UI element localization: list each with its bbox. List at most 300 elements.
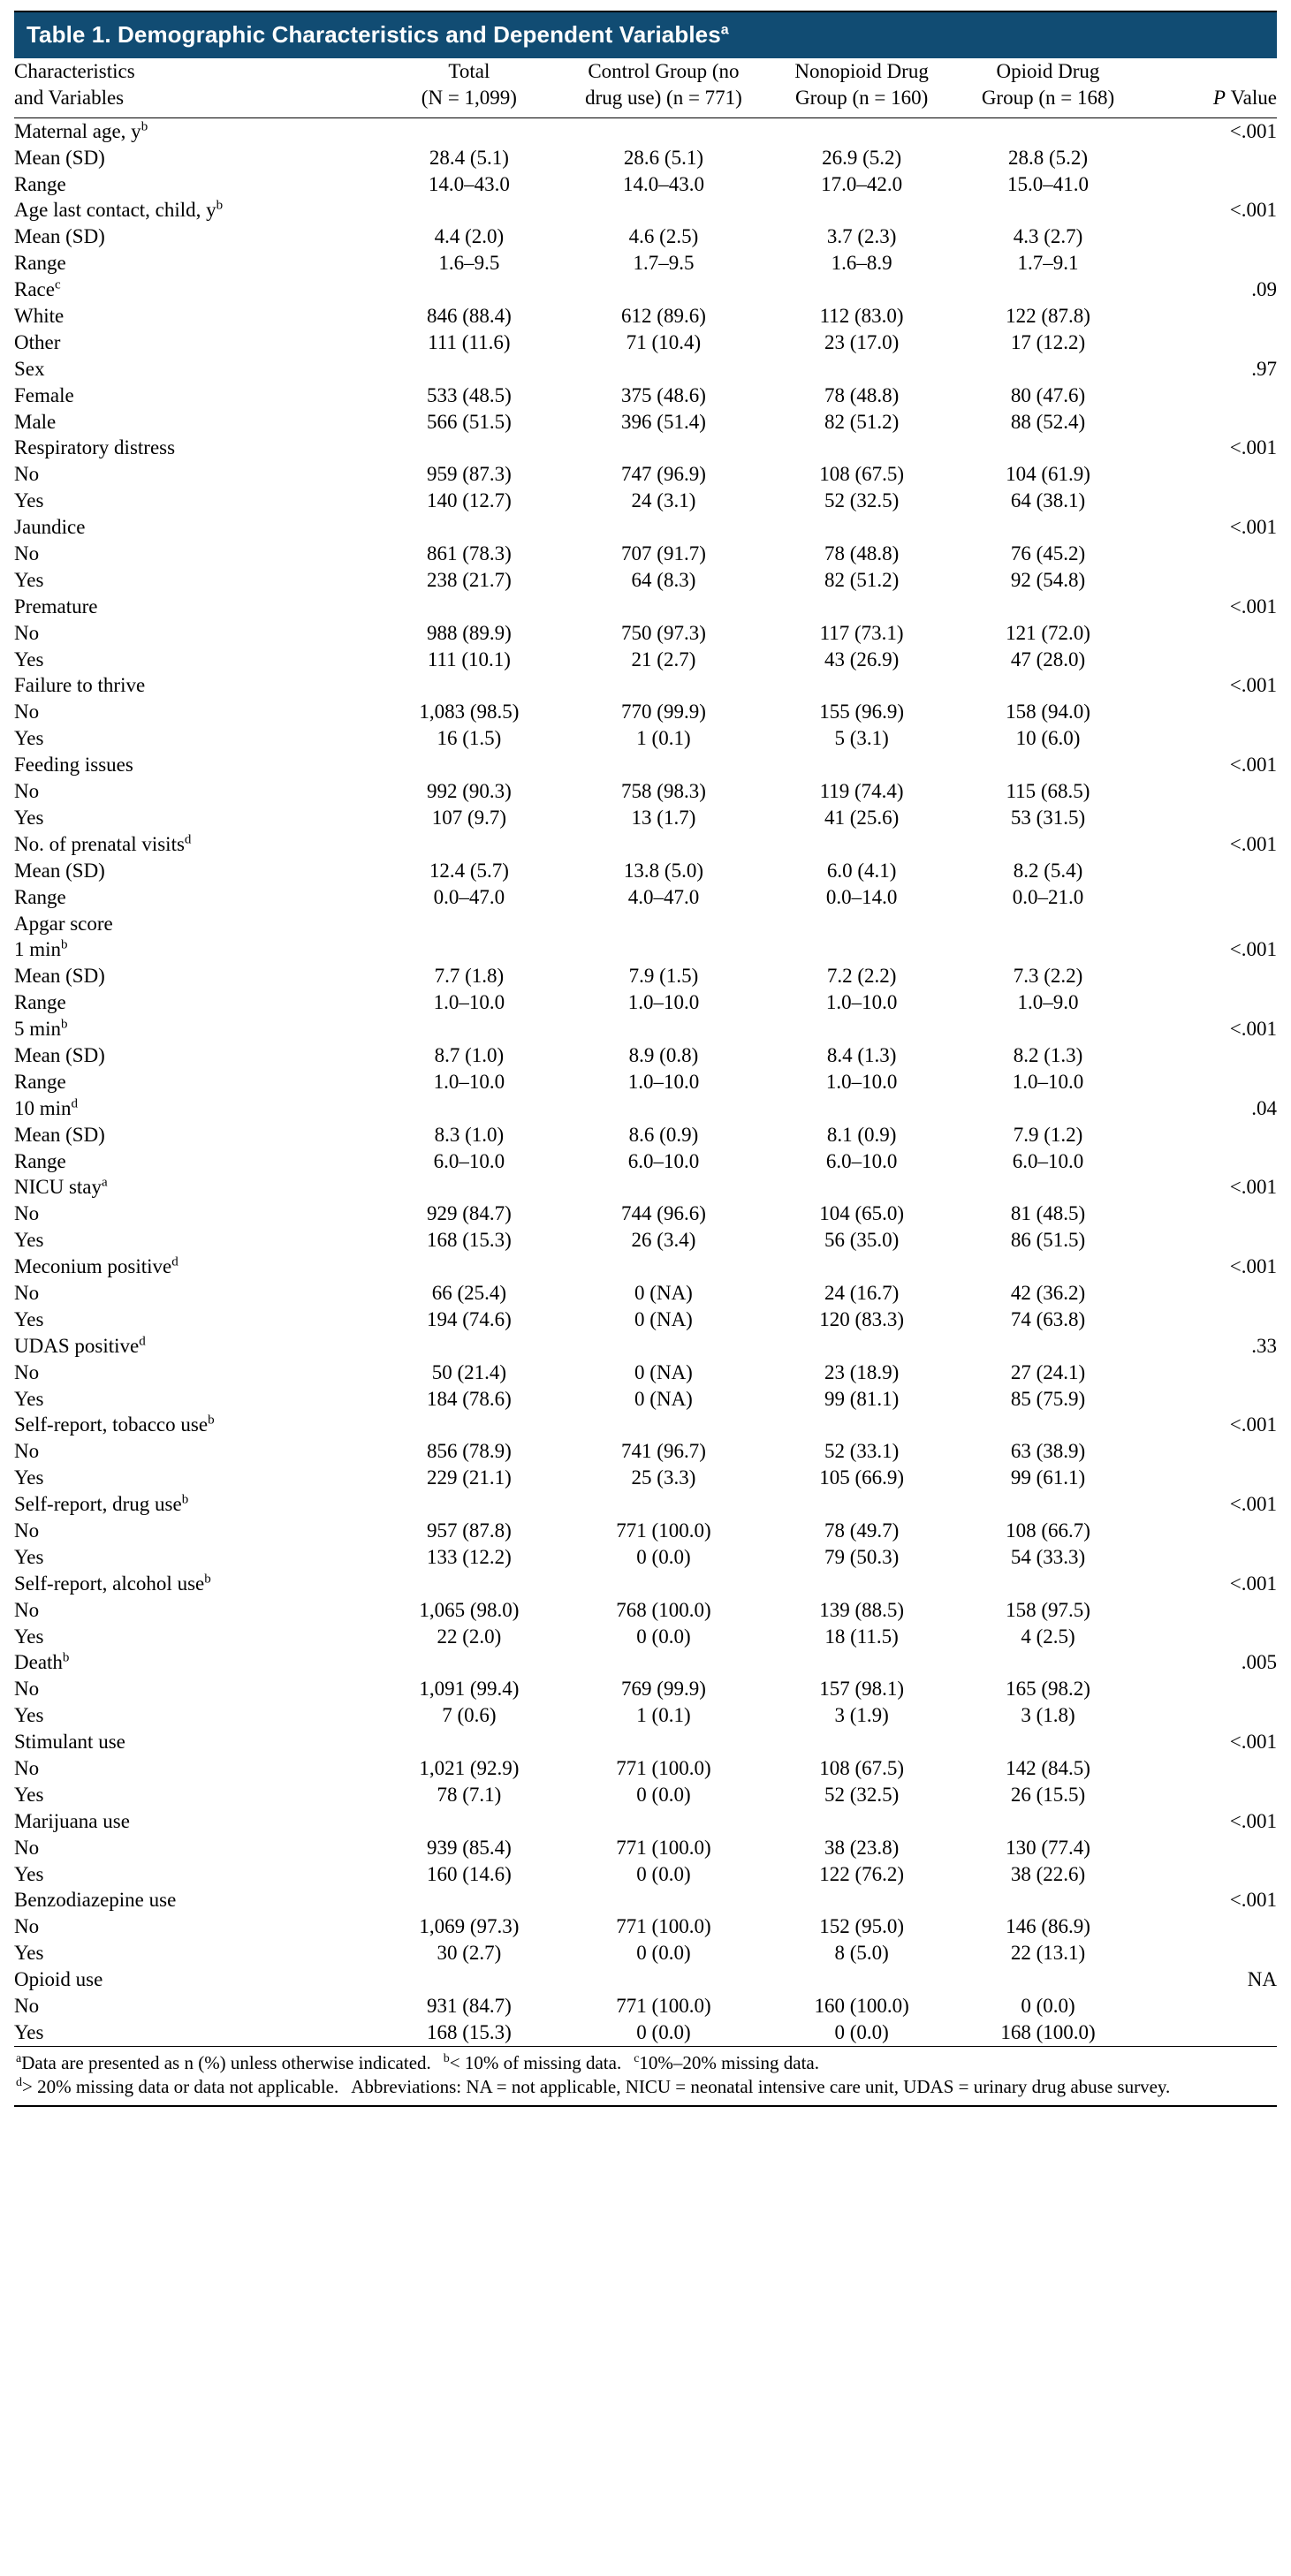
cell-control: 4.0–47.0 bbox=[627, 885, 700, 908]
header-opioid-line2: Group (n = 168) bbox=[981, 86, 1115, 109]
table-row bbox=[14, 1333, 1277, 1360]
row-label-text: Yes bbox=[14, 806, 44, 829]
table-row bbox=[14, 1702, 1277, 1729]
row-label-text: No bbox=[14, 1678, 40, 1701]
cell-opioid bbox=[955, 356, 1142, 383]
row-label-text: Range bbox=[14, 885, 66, 908]
row-label bbox=[14, 1201, 380, 1227]
cell-control bbox=[558, 1412, 768, 1438]
cell-total: 929 (84.7) bbox=[426, 1202, 512, 1225]
cell-total: 846 (88.4) bbox=[426, 305, 512, 328]
cell-p-value bbox=[1141, 1544, 1277, 1571]
row-label bbox=[14, 1729, 380, 1755]
table-row bbox=[14, 1280, 1277, 1307]
row-label bbox=[14, 1465, 380, 1491]
cell-nonopioid bbox=[769, 1729, 955, 1755]
row-footnote-marker: d bbox=[171, 1254, 178, 1269]
row-label-text: Mean (SD) bbox=[14, 146, 105, 169]
table-row bbox=[14, 752, 1277, 778]
cell-total bbox=[380, 514, 559, 541]
cell-opioid: 1.0–9.0 bbox=[1017, 991, 1079, 1014]
row-label-text: UDAS positive bbox=[14, 1334, 140, 1357]
cell-opioid: 85 (75.9) bbox=[1010, 1387, 1086, 1410]
cell-p-value bbox=[1141, 1465, 1277, 1491]
cell-control bbox=[558, 1095, 768, 1122]
row-label-text: Range bbox=[14, 991, 66, 1014]
row-label-text: Stimulant use bbox=[14, 1731, 125, 1754]
table-row bbox=[14, 672, 1277, 699]
row-label-text: Premature bbox=[14, 595, 98, 617]
header-p-italic: P bbox=[1212, 86, 1226, 109]
table-row bbox=[14, 1966, 1277, 1993]
cell-control bbox=[558, 1649, 768, 1676]
row-label bbox=[14, 1148, 380, 1175]
cell-control bbox=[558, 1887, 768, 1913]
cell-nonopioid bbox=[769, 1016, 955, 1042]
cell-opioid bbox=[955, 1571, 1142, 1597]
cell-control bbox=[558, 514, 768, 541]
cell-nonopioid bbox=[769, 1254, 955, 1280]
cell-control: 0 (NA) bbox=[634, 1360, 693, 1383]
cell-opioid bbox=[955, 1333, 1142, 1360]
cell-opioid bbox=[955, 1649, 1142, 1676]
row-footnote-marker: b bbox=[181, 1492, 189, 1507]
cell-total: 1.0–10.0 bbox=[433, 1070, 505, 1093]
cell-nonopioid bbox=[769, 1571, 955, 1597]
table-row bbox=[14, 1544, 1277, 1571]
cell-p-value: <.001 bbox=[1229, 1889, 1277, 1912]
table-row bbox=[14, 1438, 1277, 1465]
cell-control: 0 (0.0) bbox=[636, 1862, 691, 1885]
cell-opioid bbox=[955, 1412, 1142, 1438]
cell-control: 0 (NA) bbox=[634, 1281, 693, 1304]
cell-control: 1.0–10.0 bbox=[627, 991, 700, 1014]
cell-control: 0 (NA) bbox=[634, 1307, 693, 1330]
cell-control: 0 (NA) bbox=[634, 1387, 693, 1410]
cell-opioid bbox=[955, 435, 1142, 461]
header-nonopioid-group bbox=[769, 58, 955, 117]
cell-nonopioid: 6.0 (4.1) bbox=[826, 859, 897, 882]
row-label-text: No bbox=[14, 1360, 40, 1383]
cell-nonopioid: 99 (81.1) bbox=[824, 1387, 900, 1410]
cell-total: 168 (15.3) bbox=[426, 1229, 512, 1252]
cell-nonopioid: 160 (100.0) bbox=[814, 1995, 909, 2018]
table-row bbox=[14, 594, 1277, 620]
table-row bbox=[14, 858, 1277, 884]
footnote-abbreviations: Abbreviations: NA = not applicable, NICU = neonatal intensive care unit, UDAS = urinary drug abuse survey. bbox=[351, 2075, 1171, 2097]
cell-opioid bbox=[955, 672, 1142, 699]
cell-opioid bbox=[955, 1808, 1142, 1835]
cell-opioid: 10 (6.0) bbox=[1015, 727, 1081, 750]
cell-nonopioid: 52 (32.5) bbox=[824, 1783, 900, 1806]
cell-control: 25 (3.3) bbox=[631, 1466, 696, 1489]
cell-opioid bbox=[955, 1174, 1142, 1201]
row-label-text: Self-report, drug use bbox=[14, 1493, 182, 1516]
cell-nonopioid bbox=[769, 1808, 955, 1835]
cell-control: 747 (96.9) bbox=[621, 463, 706, 486]
cell-nonopioid: 8.4 (1.3) bbox=[826, 1043, 897, 1066]
cell-opioid: 92 (54.8) bbox=[1010, 568, 1086, 591]
cell-p-value bbox=[1141, 330, 1277, 356]
cell-total: 229 (21.1) bbox=[426, 1466, 512, 1489]
row-label bbox=[14, 224, 380, 250]
cell-p-value bbox=[1141, 620, 1277, 647]
cell-control: 1.0–10.0 bbox=[627, 1070, 700, 1093]
cell-control bbox=[558, 594, 768, 620]
table-row bbox=[14, 963, 1277, 989]
cell-control: 1.7–9.5 bbox=[633, 252, 695, 275]
cell-opioid: 115 (68.5) bbox=[1006, 780, 1090, 803]
table-row bbox=[14, 1887, 1277, 1913]
row-label-text: No bbox=[14, 780, 40, 803]
row-label-text: No bbox=[14, 1281, 40, 1304]
cell-control: 21 (2.7) bbox=[631, 648, 696, 671]
table-row bbox=[14, 1307, 1277, 1333]
cell-control bbox=[558, 1174, 768, 1201]
row-footnote-marker: d bbox=[139, 1334, 146, 1349]
row-label bbox=[14, 1624, 380, 1650]
cell-nonopioid bbox=[769, 1649, 955, 1676]
row-footnote-marker: b bbox=[61, 1017, 68, 1032]
table-head bbox=[14, 58, 1277, 117]
row-label bbox=[14, 1940, 380, 1966]
row-label-text: Yes bbox=[14, 2020, 44, 2043]
footnote-marker-c: c bbox=[634, 2051, 640, 2065]
cell-p-value bbox=[1141, 1518, 1277, 1544]
cell-total: 1,083 (98.5) bbox=[419, 701, 520, 724]
cell-opioid: 80 (47.6) bbox=[1010, 383, 1086, 406]
cell-nonopioid bbox=[769, 936, 955, 963]
cell-control bbox=[558, 1729, 768, 1755]
cell-total: 566 (51.5) bbox=[426, 410, 512, 433]
row-label bbox=[14, 197, 380, 224]
cell-nonopioid: 56 (35.0) bbox=[824, 1229, 900, 1252]
row-label bbox=[14, 1227, 380, 1254]
table-row bbox=[14, 541, 1277, 567]
row-label-text: No bbox=[14, 1915, 40, 1938]
cell-total: 22 (2.0) bbox=[437, 1625, 502, 1648]
table-row bbox=[14, 1861, 1277, 1888]
row-footnote-marker: d bbox=[184, 832, 192, 847]
row-footnote-marker: b bbox=[208, 1413, 215, 1428]
cell-opioid: 17 (12.2) bbox=[1010, 330, 1086, 353]
table-row bbox=[14, 356, 1277, 383]
cell-opioid bbox=[955, 277, 1142, 303]
cell-p-value: <.001 bbox=[1229, 1493, 1277, 1516]
cell-opioid: 99 (61.1) bbox=[1010, 1466, 1086, 1489]
row-label bbox=[14, 725, 380, 752]
cell-opioid: 108 (66.7) bbox=[1006, 1519, 1090, 1542]
table-row bbox=[14, 1016, 1277, 1042]
cell-p-value: <.001 bbox=[1229, 1176, 1277, 1199]
row-label bbox=[14, 1835, 380, 1861]
cell-total bbox=[380, 1016, 559, 1042]
table-row bbox=[14, 1465, 1277, 1491]
cell-total: 959 (87.3) bbox=[426, 463, 512, 486]
table-row bbox=[14, 1518, 1277, 1544]
footnote-text-c: 10%–20% missing data. bbox=[639, 2051, 819, 2073]
cell-p-value: <.001 bbox=[1229, 1255, 1277, 1278]
cell-total: 28.4 (5.1) bbox=[429, 146, 509, 169]
header-characteristics bbox=[14, 58, 380, 117]
cell-control bbox=[558, 752, 768, 778]
row-footnote-marker: b bbox=[61, 937, 68, 952]
cell-nonopioid bbox=[769, 435, 955, 461]
cell-control: 28.6 (5.1) bbox=[623, 146, 703, 169]
cell-opioid: 1.0–10.0 bbox=[1012, 1070, 1084, 1093]
row-label bbox=[14, 594, 380, 620]
cell-opioid: 53 (31.5) bbox=[1010, 806, 1086, 829]
cell-nonopioid bbox=[769, 117, 955, 144]
footnote-text-b: < 10% of missing data. bbox=[449, 2051, 622, 2073]
cell-total: 111 (11.6) bbox=[428, 330, 511, 353]
cell-total bbox=[380, 356, 559, 383]
cell-p-value bbox=[1141, 1755, 1277, 1782]
row-label bbox=[14, 1861, 380, 1888]
cell-control bbox=[558, 1016, 768, 1042]
row-label bbox=[14, 1702, 380, 1729]
row-label bbox=[14, 647, 380, 673]
cell-opioid: 64 (38.1) bbox=[1010, 489, 1086, 512]
row-label-text: NICU stay bbox=[14, 1176, 103, 1199]
cell-opioid bbox=[955, 1254, 1142, 1280]
cell-nonopioid: 6.0–10.0 bbox=[825, 1149, 898, 1172]
table-row bbox=[14, 699, 1277, 725]
cell-nonopioid: 79 (50.3) bbox=[824, 1545, 900, 1568]
table-row bbox=[14, 1069, 1277, 1095]
cell-total bbox=[380, 672, 559, 699]
row-label bbox=[14, 383, 380, 409]
cell-total: 931 (84.7) bbox=[426, 1995, 512, 2018]
cell-control: 4.6 (2.5) bbox=[628, 225, 699, 248]
row-label bbox=[14, 884, 380, 911]
cell-p-value bbox=[1141, 461, 1277, 488]
row-label-text: Mean (SD) bbox=[14, 859, 105, 882]
table-row bbox=[14, 1993, 1277, 2019]
cell-control: 0 (0.0) bbox=[636, 1783, 691, 1806]
cell-nonopioid bbox=[769, 594, 955, 620]
row-footnote-marker: b bbox=[216, 198, 224, 213]
cell-total: 160 (14.6) bbox=[426, 1862, 512, 1885]
cell-total: 133 (12.2) bbox=[426, 1545, 512, 1568]
row-label-text: No. of prenatal visits bbox=[14, 832, 185, 855]
cell-opioid: 4.3 (2.7) bbox=[1013, 225, 1083, 248]
row-label-text: Self-report, alcohol use bbox=[14, 1572, 205, 1595]
cell-opioid bbox=[955, 117, 1142, 144]
cell-p-value bbox=[1141, 1940, 1277, 1966]
cell-opioid: 168 (100.0) bbox=[1000, 2020, 1096, 2043]
row-label bbox=[14, 1254, 380, 1280]
row-label-text: Yes bbox=[14, 1704, 44, 1727]
table-row bbox=[14, 936, 1277, 963]
table-title-footnote-marker: a bbox=[720, 22, 729, 38]
footnote-text-a: Data are presented as n (%) unless otherwise indicated. bbox=[21, 2051, 431, 2073]
table-row bbox=[14, 1201, 1277, 1227]
cell-control: 612 (89.6) bbox=[621, 305, 706, 328]
row-label-text: Respiratory distress bbox=[14, 436, 176, 459]
row-label bbox=[14, 1386, 380, 1413]
row-label bbox=[14, 1887, 380, 1913]
row-label-text: Jaundice bbox=[14, 516, 86, 539]
row-label bbox=[14, 805, 380, 831]
cell-nonopioid: 41 (25.6) bbox=[824, 806, 900, 829]
cell-p-value: <.001 bbox=[1229, 516, 1277, 539]
cell-opioid: 42 (36.2) bbox=[1010, 1281, 1086, 1304]
row-label bbox=[14, 699, 380, 725]
row-footnote-marker: d bbox=[71, 1096, 79, 1111]
cell-p-value bbox=[1141, 1227, 1277, 1254]
table-header-row bbox=[14, 58, 1277, 117]
cell-control: 14.0–43.0 bbox=[622, 172, 704, 195]
table-row bbox=[14, 1360, 1277, 1386]
header-total bbox=[380, 58, 559, 117]
cell-control: 64 (8.3) bbox=[631, 568, 696, 591]
table-row bbox=[14, 197, 1277, 224]
row-label-text: Mean (SD) bbox=[14, 1043, 105, 1066]
row-label bbox=[14, 1360, 380, 1386]
table-row bbox=[14, 1597, 1277, 1624]
footnote-line-1 bbox=[16, 2051, 1273, 2075]
cell-total: 16 (1.5) bbox=[437, 727, 502, 750]
cell-total bbox=[380, 1254, 559, 1280]
cell-nonopioid: 38 (23.8) bbox=[824, 1836, 900, 1859]
cell-control bbox=[558, 117, 768, 144]
row-label bbox=[14, 330, 380, 356]
row-label bbox=[14, 1491, 380, 1518]
row-label bbox=[14, 831, 380, 858]
cell-p-value: <.001 bbox=[1229, 1018, 1277, 1041]
row-footnote-marker: a bbox=[102, 1175, 108, 1190]
cell-p-value bbox=[1141, 963, 1277, 989]
cell-p-value bbox=[1141, 805, 1277, 831]
row-label-text: No bbox=[14, 1757, 40, 1779]
table-row bbox=[14, 383, 1277, 409]
cell-total: 1.0–10.0 bbox=[433, 991, 505, 1014]
row-footnote-marker: c bbox=[54, 277, 61, 292]
cell-opioid bbox=[955, 1966, 1142, 1993]
cell-p-value: NA bbox=[1247, 1968, 1277, 1991]
table-row bbox=[14, 725, 1277, 752]
row-label bbox=[14, 1174, 380, 1201]
row-label bbox=[14, 1333, 380, 1360]
row-label-text: Meconium positive bbox=[14, 1255, 172, 1278]
table-row bbox=[14, 145, 1277, 171]
cell-p-value: <.001 bbox=[1229, 436, 1277, 459]
cell-p-value: <.001 bbox=[1229, 199, 1277, 222]
table-row bbox=[14, 224, 1277, 250]
cell-nonopioid: 108 (67.5) bbox=[819, 463, 905, 486]
cell-opioid: 81 (48.5) bbox=[1010, 1202, 1086, 1225]
cell-p-value bbox=[1141, 1624, 1277, 1650]
cell-opioid: 104 (61.9) bbox=[1006, 463, 1090, 486]
cell-p-value bbox=[1141, 409, 1277, 436]
cell-control: 750 (97.3) bbox=[621, 621, 706, 644]
cell-p-value bbox=[1141, 1122, 1277, 1148]
cell-p-value bbox=[1141, 541, 1277, 567]
row-label-text: No bbox=[14, 1440, 40, 1463]
cell-nonopioid: 78 (48.8) bbox=[824, 542, 900, 565]
cell-p-value bbox=[1141, 647, 1277, 673]
cell-total bbox=[380, 435, 559, 461]
cell-nonopioid: 7.2 (2.2) bbox=[826, 965, 897, 988]
cell-nonopioid bbox=[769, 197, 955, 224]
row-label bbox=[14, 567, 380, 594]
cell-p-value bbox=[1141, 884, 1277, 911]
cell-opioid: 0 (0.0) bbox=[1021, 1995, 1075, 2018]
row-label-text: Yes bbox=[14, 1942, 44, 1965]
row-label-text: Range bbox=[14, 1149, 66, 1172]
row-label-text: Mean (SD) bbox=[14, 1123, 105, 1146]
row-label bbox=[14, 303, 380, 330]
cell-p-value bbox=[1141, 1835, 1277, 1861]
table-row bbox=[14, 1940, 1277, 1966]
cell-total: 30 (2.7) bbox=[437, 1942, 502, 1965]
cell-nonopioid: 43 (26.9) bbox=[824, 648, 900, 671]
row-label-text: Yes bbox=[14, 648, 44, 671]
cell-nonopioid bbox=[769, 1966, 955, 1993]
row-label bbox=[14, 356, 380, 383]
table-row bbox=[14, 989, 1277, 1016]
cell-p-value: .33 bbox=[1251, 1334, 1277, 1357]
cell-nonopioid: 78 (49.7) bbox=[824, 1519, 900, 1542]
table-row bbox=[14, 488, 1277, 514]
cell-opioid bbox=[955, 936, 1142, 963]
cell-nonopioid: 139 (88.5) bbox=[819, 1598, 905, 1621]
table-row bbox=[14, 1571, 1277, 1597]
cell-opioid bbox=[955, 1729, 1142, 1755]
cell-total: 168 (15.3) bbox=[426, 2020, 512, 2043]
row-label-text: White bbox=[14, 305, 65, 328]
cell-nonopioid: 1.0–10.0 bbox=[825, 991, 898, 1014]
cell-p-value: <.001 bbox=[1229, 119, 1277, 142]
row-label-text: Marijuana use bbox=[14, 1809, 130, 1832]
row-label-text: Maternal age, y bbox=[14, 119, 141, 142]
table-row bbox=[14, 1808, 1277, 1835]
cell-nonopioid bbox=[769, 1412, 955, 1438]
cell-total: 856 (78.9) bbox=[426, 1440, 512, 1463]
header-control-line2: drug use) (n = 771) bbox=[585, 86, 742, 109]
cell-p-value bbox=[1141, 488, 1277, 514]
cell-total: 78 (7.1) bbox=[437, 1783, 502, 1806]
cell-opioid: 27 (24.1) bbox=[1010, 1360, 1086, 1383]
cell-nonopioid bbox=[769, 277, 955, 303]
table-row bbox=[14, 2019, 1277, 2046]
cell-nonopioid: 26.9 (5.2) bbox=[822, 146, 902, 169]
cell-total bbox=[380, 752, 559, 778]
row-label bbox=[14, 1438, 380, 1465]
cell-control bbox=[558, 1333, 768, 1360]
cell-p-value bbox=[1141, 1201, 1277, 1227]
cell-opioid: 74 (63.8) bbox=[1010, 1307, 1086, 1330]
cell-p-value bbox=[1141, 303, 1277, 330]
cell-nonopioid: 104 (65.0) bbox=[819, 1202, 905, 1225]
row-label bbox=[14, 1544, 380, 1571]
row-label-text: Race bbox=[14, 278, 55, 301]
table-row bbox=[14, 1227, 1277, 1254]
cell-opioid: 22 (13.1) bbox=[1010, 1942, 1086, 1965]
cell-p-value: .005 bbox=[1241, 1651, 1277, 1674]
cell-total: 50 (21.4) bbox=[431, 1360, 507, 1383]
row-label-text: Benzodiazepine use bbox=[14, 1889, 177, 1912]
cell-control bbox=[558, 277, 768, 303]
cell-total: 0.0–47.0 bbox=[433, 885, 505, 908]
row-label-text: Yes bbox=[14, 1545, 44, 1568]
cell-total: 939 (85.4) bbox=[426, 1836, 512, 1859]
cell-p-value bbox=[1141, 1913, 1277, 1940]
cell-total: 12.4 (5.7) bbox=[429, 859, 509, 882]
row-label-text: Other bbox=[14, 330, 61, 353]
cell-opioid: 76 (45.2) bbox=[1010, 542, 1086, 565]
